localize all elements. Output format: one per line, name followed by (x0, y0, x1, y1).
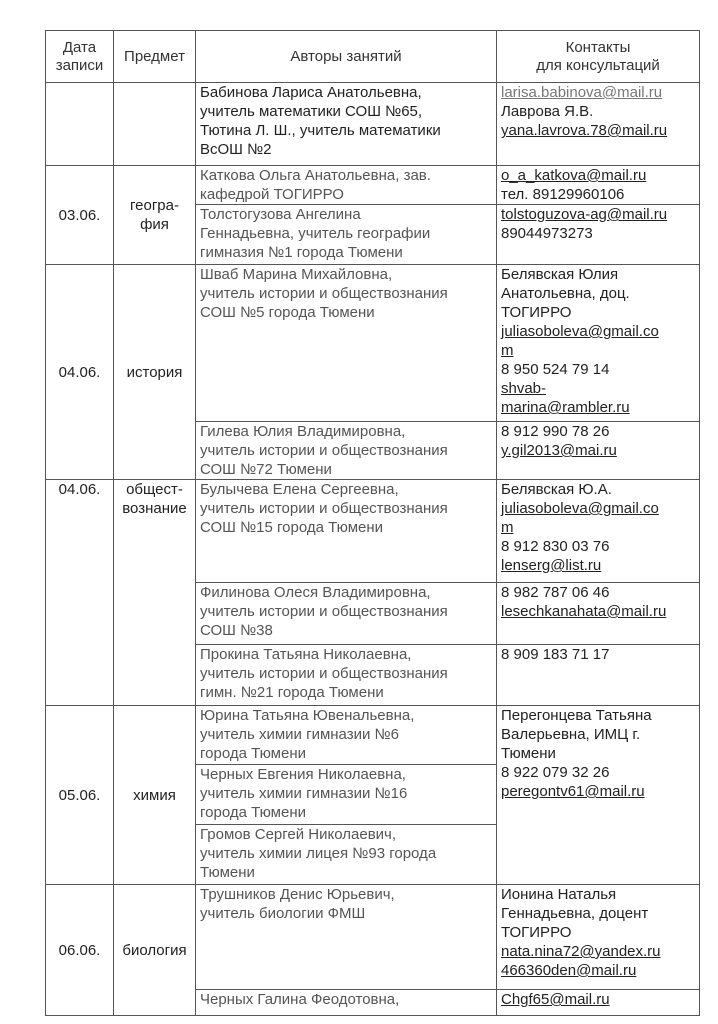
contact-line: тел. 89129960106 (501, 186, 625, 203)
contact-line: Валерьевна, ИМЦ г. (501, 726, 641, 743)
contacts-cell (497, 205, 700, 265)
table-row (46, 83, 700, 166)
contact-line: 8 922 079 32 26 (501, 764, 610, 781)
table-row (46, 480, 700, 583)
date-cell (46, 83, 114, 166)
subject-cell: биология (114, 885, 196, 1016)
authors-cell: Бабинова Лариса Анатольевна, учитель математики СОШ №65, Тютина Л. Ш., учитель математики ВсОШ №2 (196, 83, 497, 166)
contacts-cell (497, 166, 700, 205)
table-row (46, 885, 700, 990)
table-row (46, 166, 700, 205)
header-authors: Авторы занятий (196, 31, 497, 83)
authors-cell: Шваб Марина Михайловна, учитель истории и обществознания СОШ №5 города Тюмени (196, 265, 497, 422)
date-cell: 05.06. (46, 706, 114, 885)
subject-cell: история (114, 265, 196, 480)
contact-line: ТОГИРРО (501, 924, 572, 941)
subject-cell: общест- вознание (114, 480, 196, 706)
subject-cell (114, 83, 196, 166)
contacts-cell (497, 583, 700, 645)
email-link[interactable]: Chgf65@mail.ru (501, 991, 610, 1008)
email-link[interactable]: 466360den@mail.ru (501, 962, 637, 979)
contact-line: Белявская Юлия (501, 266, 619, 283)
email-link[interactable]: o_a_katkova@mail.ru (501, 167, 647, 184)
date-cell: 04.06. (46, 480, 114, 706)
email-link[interactable]: marina@rambler.ru (501, 399, 630, 416)
contacts-cell (497, 706, 700, 885)
authors-cell: Черных Евгения Николаевна, учитель химии гимназии №16 города Тюмени (196, 765, 497, 825)
authors-cell: Юрина Татьяна Ювенальевна, учитель химии гимназии №6 города Тюмени (196, 706, 497, 765)
contact-line: Белявская Ю.А. (501, 481, 612, 498)
table-row (46, 706, 700, 765)
email-link[interactable]: juliasoboleva@gmail.co (501, 500, 659, 517)
contacts-cell (497, 265, 700, 422)
email-link[interactable]: larisa.babinova@mail.ru (501, 84, 663, 101)
authors-cell: Филинова Олеся Владимировна, учитель истории и обществознания СОШ №38 (196, 583, 497, 645)
email-link[interactable]: m (501, 519, 514, 536)
email-link[interactable]: tolstoguzova-ag@mail.ru (501, 206, 668, 223)
authors-cell: Черных Галина Феодотовна, (196, 990, 497, 1016)
authors-cell: Булычева Елена Сергеевна, учитель истории и обществознания СОШ №15 города Тюмени (196, 480, 497, 583)
contact-line: Анатольевна, доц. (501, 285, 630, 302)
contact-line: 8 909 183 71 17 (501, 646, 610, 663)
subject-cell: химия (114, 706, 196, 885)
date-cell: 03.06. (46, 166, 114, 265)
contacts-cell (497, 885, 700, 990)
contact-line: 89044973273 (501, 225, 593, 242)
email-link[interactable]: lesechkanahata@mail.ru (501, 603, 667, 620)
email-link[interactable]: lenserg@list.ru (501, 557, 602, 574)
email-link[interactable]: juliasoboleva@gmail.co (501, 323, 659, 340)
subject-cell: геогра- фия (114, 166, 196, 265)
authors-cell: Гилева Юлия Владимировна, учитель истории и обществознания СОШ №72 Тюмени (196, 422, 497, 480)
contact-line: Геннадьевна, доцент (501, 905, 649, 922)
authors-cell: Прокина Татьяна Николаевна, учитель истории и обществознания гимн. №21 города Тюмени (196, 645, 497, 706)
contact-line: Тюмени (501, 745, 556, 762)
header-subject: Предмет (114, 31, 196, 83)
email-link[interactable]: nata.nina72@yandex.ru (501, 943, 661, 960)
email-link[interactable]: shvab- (501, 380, 547, 397)
date-cell: 04.06. (46, 265, 114, 480)
contact-line: Перегонцева Татьяна (501, 707, 652, 724)
contact-line: Лаврова Я.В. (501, 103, 594, 120)
contacts-cell (497, 990, 700, 1016)
contact-line: 8 912 990 78 26 (501, 423, 610, 440)
authors-cell: Громов Сергей Николаевич, учитель химии лицея №93 города Тюмени (196, 825, 497, 885)
contact-line: 8 950 524 79 14 (501, 361, 610, 378)
contact-line: 8 982 787 06 46 (501, 584, 610, 601)
authors-cell: Каткова Ольга Анатольевна, зав. кафедрой ТОГИРРО (196, 166, 497, 205)
contacts-cell (497, 480, 700, 583)
header-row (46, 31, 700, 83)
authors-cell: Толстогузова Ангелина Геннадьевна, учитель географии гимназия №1 города Тюмени (196, 205, 497, 265)
header-date: Дата записи (46, 31, 114, 83)
authors-cell: Трушников Денис Юрьевич, учитель биологии ФМШ (196, 885, 497, 990)
contacts-cell (497, 645, 700, 706)
contacts-cell (497, 83, 700, 166)
header-contacts: Контакты для консультаций (497, 31, 700, 83)
contact-line: ТОГИРРО (501, 304, 572, 321)
email-link[interactable]: m (501, 342, 514, 359)
table-row (46, 265, 700, 422)
table-body (46, 83, 700, 1016)
date-cell: 06.06. (46, 885, 114, 1016)
email-link[interactable]: y.gil2013@mai.ru (501, 442, 617, 459)
contact-line: Ионина Наталья (501, 886, 617, 903)
contact-line: 8 912 830 03 76 (501, 538, 610, 555)
email-link[interactable]: peregontv61@mail.ru (501, 783, 645, 800)
email-link[interactable]: yana.lavrova.78@mail.ru (501, 122, 668, 139)
schedule-table (45, 30, 700, 1016)
contacts-cell (497, 422, 700, 480)
